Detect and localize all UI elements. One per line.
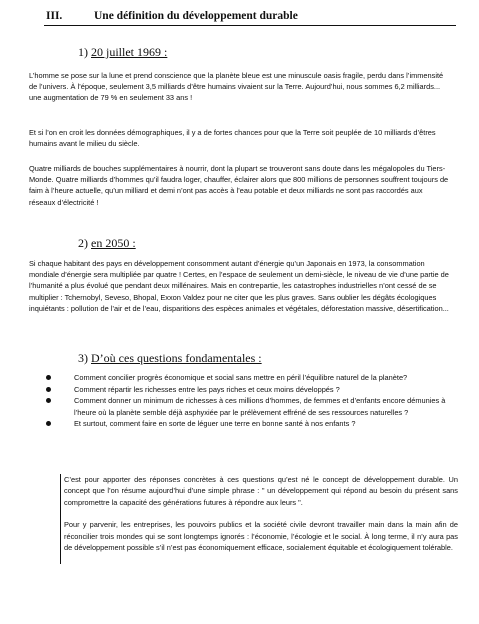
subheading-2 [78,236,136,251]
subheading-3-number: 3) [78,351,88,365]
subheading-1-title: 20 juillet 1969 : [91,45,168,59]
list-item: Comment donner un minimum de richesses à ces millions d’hommes, de femmes et d’enfants encore démunies à l’heure où la planète semble déjà asphyxiée par le prélèvement effréné de ses ressources naturelles ? [44,395,456,417]
questions-list [44,372,456,430]
definition-box [60,474,458,564]
list-item: Comment répartir les richesses entre les pays riches et ceux moins développés ? [44,384,456,395]
list-item: Et surtout, comment faire en sorte de léguer une terre en bonne santé à nos enfants ? [44,418,456,429]
section-heading [44,8,456,26]
list-item: Comment concilier progrès économique et social sans mettre en péril l’équilibre naturel de la planète? [44,372,456,383]
subheading-1 [78,45,167,60]
definition-paragraph: C’est pour apporter des réponses concrètes à ces questions qu’est né le concept de développement durable. Un concept que l’on résume aujourd’hui d’une simple phrase : " un développement qui répond au besoin du présent sans compromettre la capacité des générations futures à répondre aux leurs ". [64,475,458,507]
conclusion-paragraph: Pour y parvenir, les entreprises, les pouvoirs publics et la société civile devront travailler main dans la main afin de réconcilier trois mondes qui se sont longtemps ignorés : l’économie, l’écologie et le social. À long terme, il n’y aura pas de développement possible s’il n’est pas économiquement efficace, socialement équitable et écologiquement tolérable. [64,520,458,553]
paragraph-four-billion: Quatre milliards de bouches supplémentaires à nourrir, dont la plupart se trouveront sans doute dans les mégalopoles du Tiers-Monde. Quatre milliards d’hommes qu’il faudra loger, chauffer, éclairer alors que 800 millions de personnes souffrent toujours de faim à l’heure actuelle, qu’un milliard et demi n’ont pas accès à l’eau potable et deux milliards ne sont pas raccordés aux réseaux d’électricité ! [29,164,449,207]
subheading-3-title: D’où ces questions fondamentales : [91,351,262,365]
paragraph-2050-energy: Si chaque habitant des pays en développement consomment autant d’énergie qu’un Japonais en 1973, la consommation mondiale d’énergie sera multipliée par quatre ! Certes, en l’espace de seulement un demi-siècle, le niveau de vie d’une partie de l’humanité a plus évolué que pendant deux millénaires. Mais en contrepartie, les catastrophes industrielles n’ont cessé de se multiplier : Tchernobyl, Seveso, Bhopal, Exxon Valdez pour ne citer que les plus graves. Sans oublier les dégâts écologiques inquiétants : pollution de l’air et de l’eau, disparitions des espèces animales et végétales, déforestation massive, désertification... [29,259,449,313]
paragraph-1969-moon: L’homme se pose sur la lune et prend conscience que la planète bleue est une minuscule oasis fragile, perdu dans l’immensité de l’univers. À l’époque, seulement 3,5 milliards d’être humains vivaient sur la Terre. Aujourd’hui, nous sommes 6,2 milliards... une augmentation de 79 % en seulement 33 ans ! [29,71,444,103]
subheading-1-number: 1) [78,45,88,59]
bullet-icon [46,387,51,392]
bullet-icon [46,421,51,426]
subheading-3 [78,351,262,366]
section-number: III. [46,10,63,22]
paragraph-demographics: Et si l’on en croit les données démographiques, il y a de fortes chances pour que la Terre soit peuplée de 10 milliards d’êtres humains avant le milieu du siècle. [29,128,436,149]
subheading-2-title: en 2050 : [91,236,136,250]
bullet-icon [46,398,51,403]
subheading-2-number: 2) [78,236,88,250]
bullet-icon [46,375,51,380]
section-title: Une définition du développement durable [94,10,298,22]
